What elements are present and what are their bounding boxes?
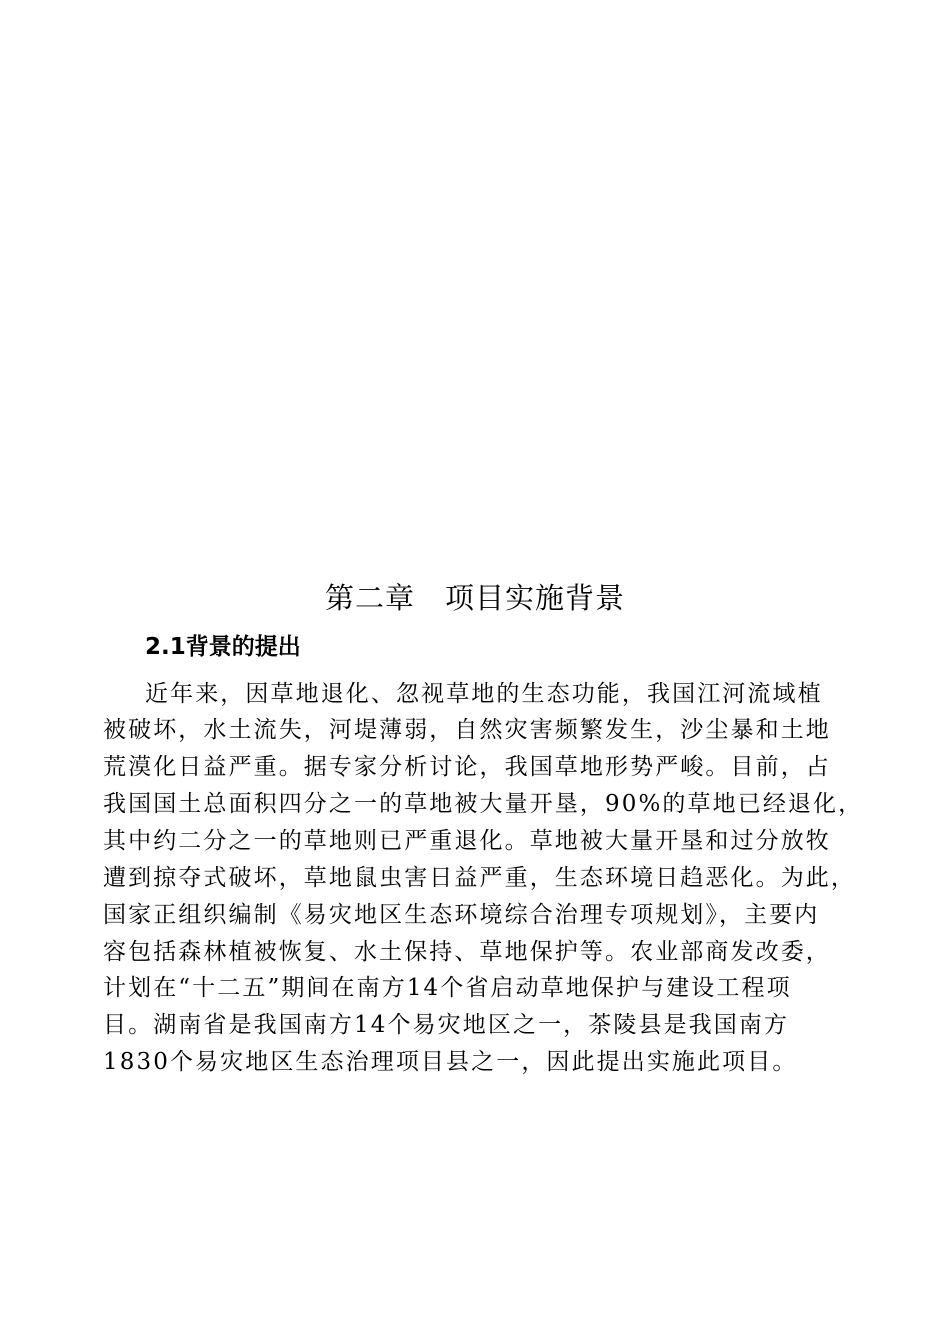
chapter-title: 第二章 项目实施背景 [324,581,625,615]
section-heading: 2.1背景的提出 [145,634,301,660]
paragraph-line: 被破坏，水土流失，河堤薄弱，自然灾害频繁发生，沙尘暴和土地 [103,717,831,743]
paragraph-line: 国家正组织编制《易灾地区生态环境综合治理专项规划》，主要内 [103,902,820,928]
paragraph-line: 其中约二分之一的草地则已严重退化。草地被大量开垦和过分放牧 [103,828,831,854]
paragraph-line: 荒漠化日益严重。据专家分析讨论，我国草地形势严峻。目前，占 [103,754,831,780]
paragraph-line: 容包括森林植被恢复、水土保持、草地保护等。农业部商发改委， [103,939,831,965]
paragraph-line: 遭到掠夺式破坏，草地鼠虫害日益严重，生态环境日趋恶化。为此， [103,865,856,891]
paragraph-line: 近年来，因草地退化、忽视草地的生态功能，我国江河流域植 [145,681,823,707]
paragraph-line: 计划在“十二五”期间在南方14个省启动草地保护与建设工程项 [103,975,792,1001]
paragraph-line: 目。湖南省是我国南方14个易灾地区之一，茶陵县是我国南方 [103,1012,790,1038]
paragraph-line: 1830个易灾地区生态治理项目县之一，因此提出实施此项目。 [103,1049,798,1075]
paragraph-line: 我国国土总面积四分之一的草地被大量开垦，90%的草地已经退化， [103,791,863,817]
